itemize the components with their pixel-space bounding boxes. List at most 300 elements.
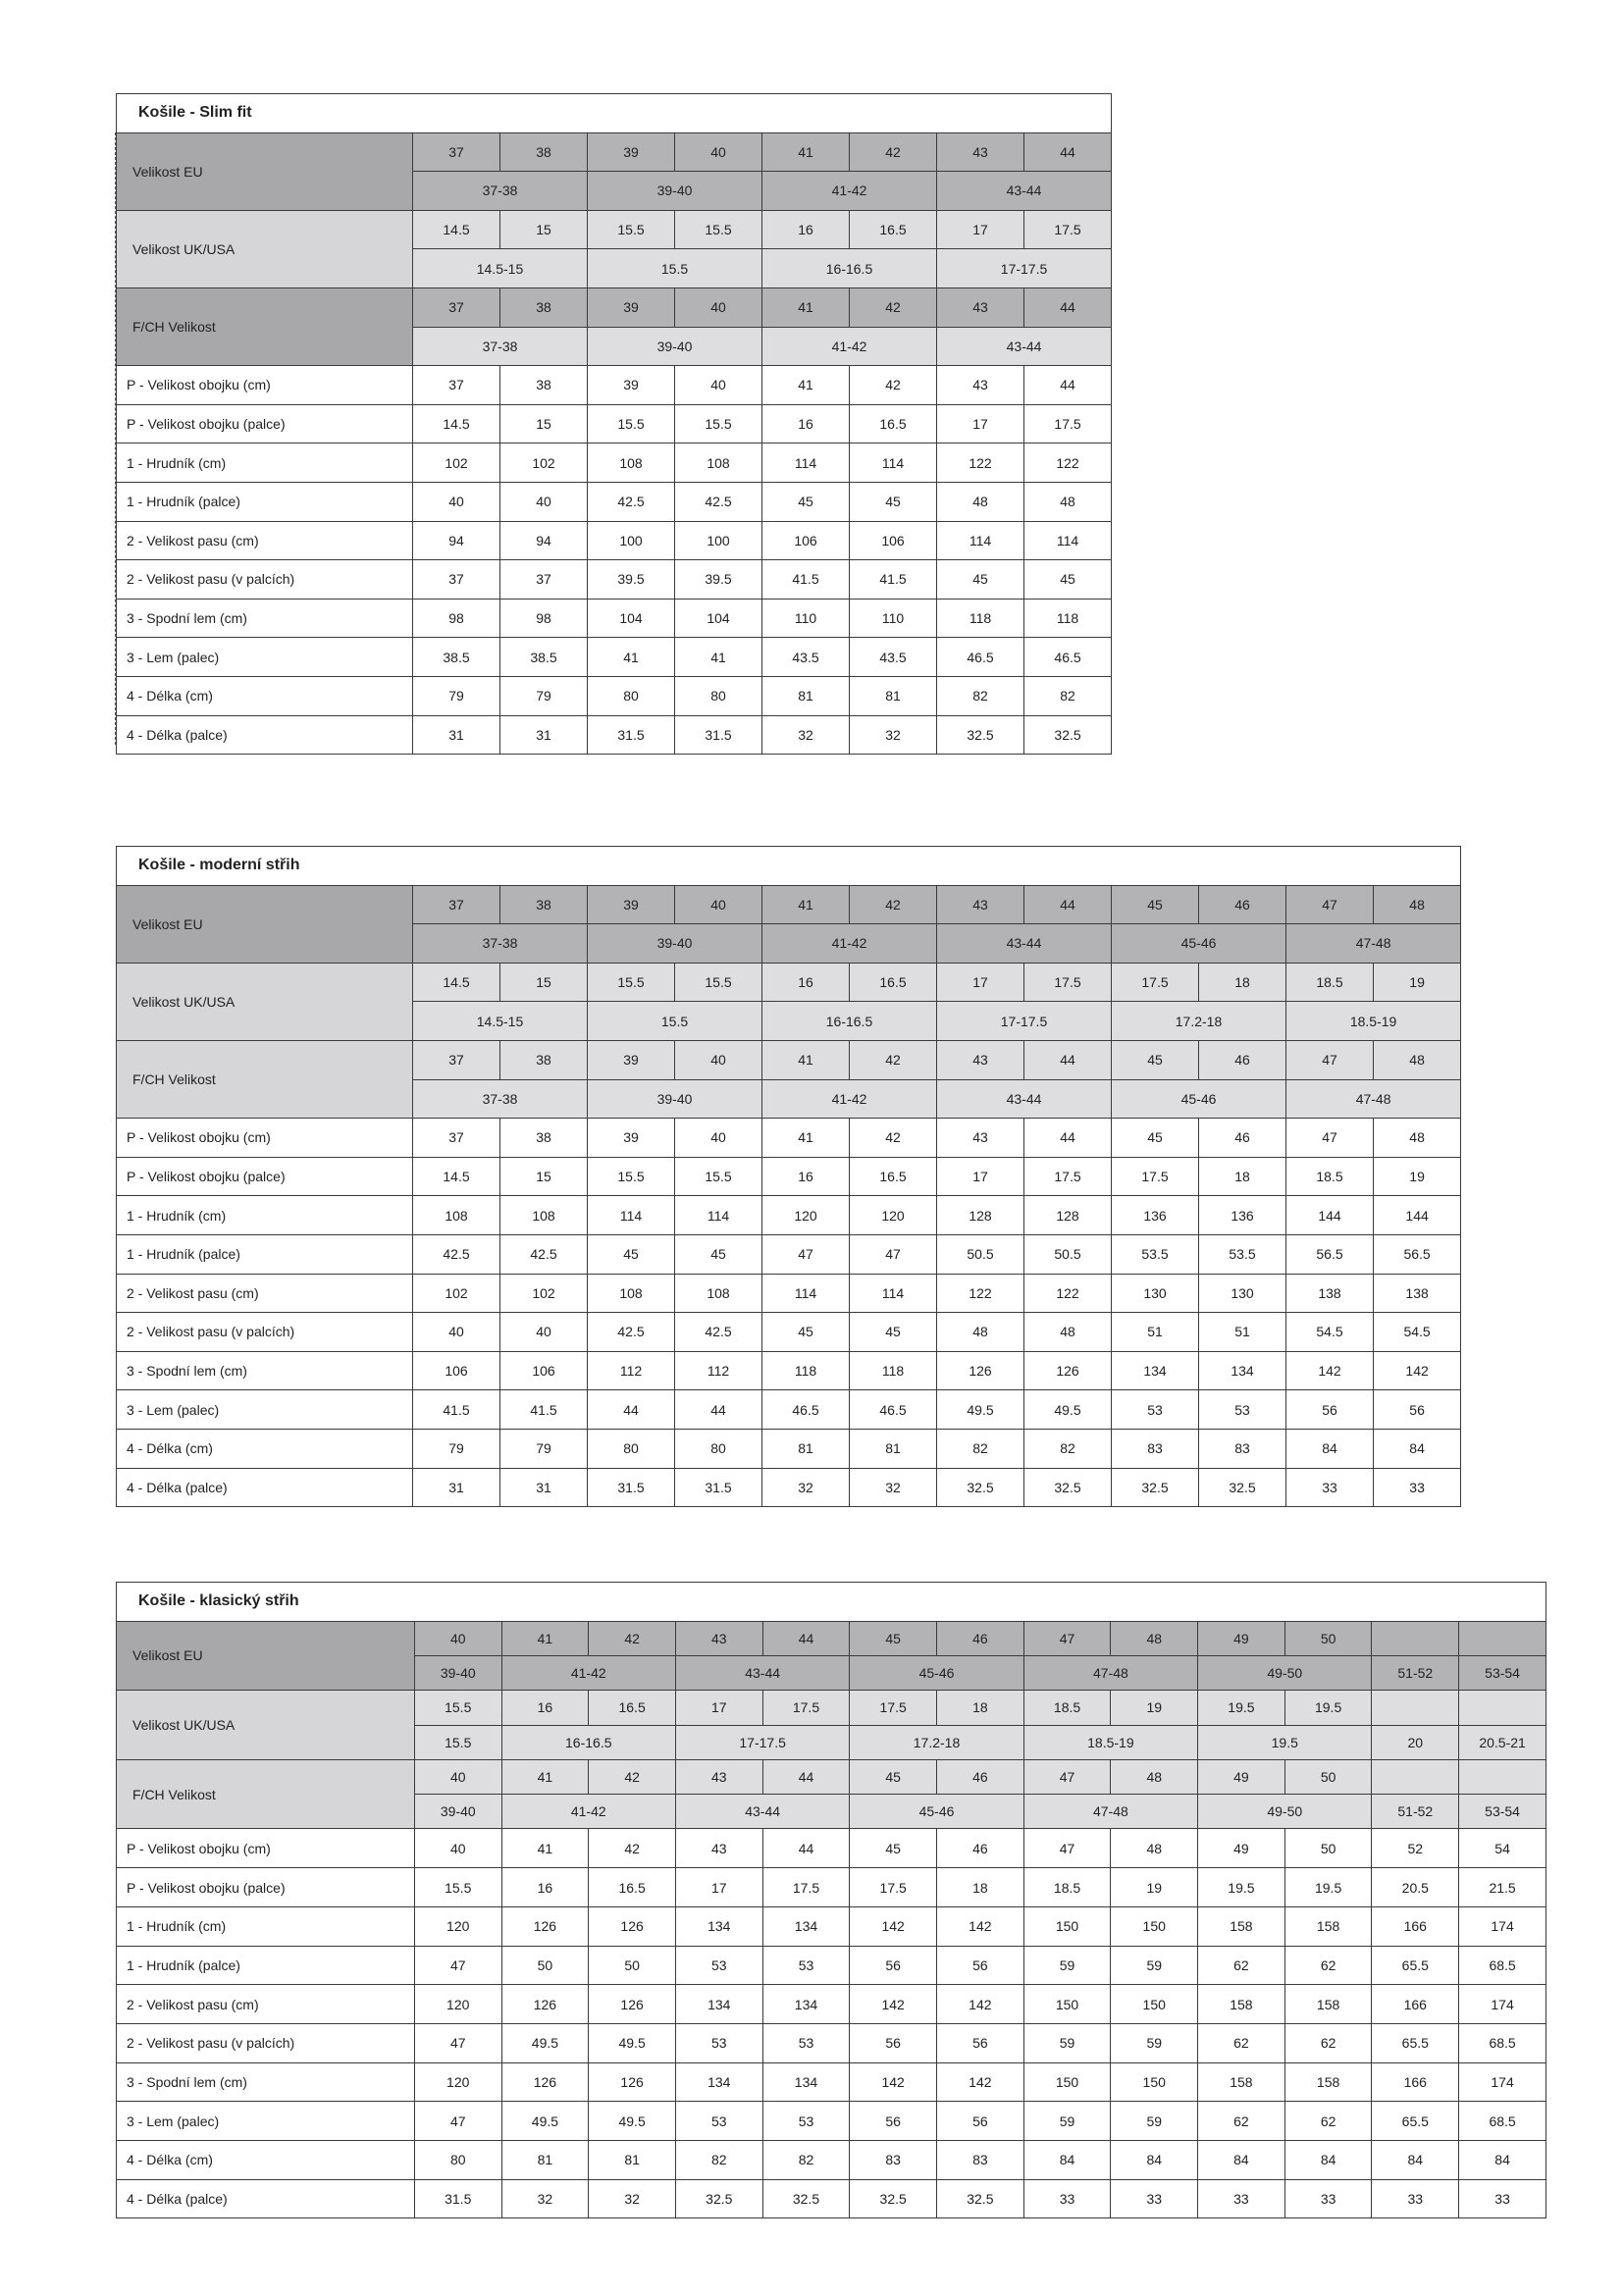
cell: 41 bbox=[762, 885, 850, 924]
cell: 19.5 bbox=[1198, 1691, 1285, 1725]
cell: 46 bbox=[937, 1621, 1024, 1655]
row-label-uk: Velikost UK/USA bbox=[117, 1691, 415, 1760]
cell: 20.5 bbox=[1372, 1868, 1459, 1907]
cell: 17-17.5 bbox=[937, 1002, 1112, 1041]
cell: 45 bbox=[850, 482, 937, 521]
cell: 53 bbox=[675, 2023, 762, 2062]
cell: 32.5 bbox=[762, 2179, 850, 2218]
cell: 128 bbox=[937, 1196, 1024, 1235]
cell: 80 bbox=[414, 2140, 501, 2179]
cell: 104 bbox=[675, 599, 762, 638]
cell: 56 bbox=[937, 2102, 1024, 2141]
cell: 82 bbox=[675, 2140, 762, 2179]
cell: 49 bbox=[1198, 1759, 1285, 1794]
row-label: P - Velikost obojku (cm) bbox=[117, 1119, 413, 1158]
cell: 49.5 bbox=[589, 2023, 676, 2062]
cell: 47 bbox=[1286, 885, 1374, 924]
table-title-row bbox=[117, 94, 1112, 133]
cell: 16 bbox=[762, 404, 850, 443]
cell: 40 bbox=[414, 1621, 501, 1655]
table-row bbox=[117, 1906, 1546, 1946]
cell: 49-50 bbox=[1198, 1795, 1372, 1829]
cell: 39 bbox=[588, 132, 675, 172]
row-label: 3 - Spodní lem (cm) bbox=[117, 599, 413, 638]
cell: 42 bbox=[850, 885, 937, 924]
cell: 150 bbox=[1111, 1985, 1198, 2024]
cell: 45 bbox=[1112, 1040, 1199, 1079]
cell: 43-44 bbox=[937, 924, 1112, 964]
cell: 51-52 bbox=[1372, 1795, 1459, 1829]
cell: 128 bbox=[1024, 1196, 1112, 1235]
cell: 80 bbox=[675, 1429, 762, 1468]
cell: 114 bbox=[850, 1274, 937, 1313]
cell: 84 bbox=[1372, 2140, 1459, 2179]
cell: 100 bbox=[675, 521, 762, 560]
cell: 56 bbox=[850, 1946, 937, 1985]
cell: 166 bbox=[1372, 1985, 1459, 2024]
cell: 14.5 bbox=[413, 1157, 500, 1196]
cell: 39 bbox=[588, 885, 675, 924]
cell: 108 bbox=[413, 1196, 500, 1235]
cell: 126 bbox=[589, 1985, 676, 2024]
cell: 44 bbox=[762, 1829, 850, 1868]
row-label: P - Velikost obojku (palce) bbox=[117, 1157, 413, 1196]
cell: 51 bbox=[1199, 1313, 1286, 1352]
cell: 142 bbox=[937, 2062, 1024, 2102]
cell: 158 bbox=[1284, 1985, 1372, 2024]
cell: 158 bbox=[1284, 1906, 1372, 1946]
cell: 41 bbox=[501, 1829, 589, 1868]
cell: 37 bbox=[413, 366, 500, 405]
cell: 48 bbox=[937, 482, 1024, 521]
cell: 54.5 bbox=[1286, 1313, 1374, 1352]
cell: 16.5 bbox=[589, 1691, 676, 1725]
cell: 56 bbox=[1286, 1390, 1374, 1430]
cell: 142 bbox=[850, 1985, 937, 2024]
cell: 33 bbox=[1198, 2179, 1285, 2218]
cell: 120 bbox=[762, 1196, 850, 1235]
cell: 49.5 bbox=[937, 1390, 1024, 1430]
cell: 17-17.5 bbox=[937, 249, 1112, 288]
cell: 102 bbox=[500, 1274, 588, 1313]
cell: 50 bbox=[1284, 1759, 1372, 1794]
cell: 31.5 bbox=[675, 715, 762, 755]
cell: 82 bbox=[762, 2140, 850, 2179]
cell: 38 bbox=[500, 885, 588, 924]
cell: 17 bbox=[675, 1691, 762, 1725]
cell: 45-46 bbox=[850, 1655, 1023, 1690]
cell: 32 bbox=[501, 2179, 589, 2218]
cell: 39 bbox=[588, 1119, 675, 1158]
cell: 49.5 bbox=[501, 2102, 589, 2141]
cell: 40 bbox=[500, 482, 588, 521]
cell: 84 bbox=[1374, 1429, 1461, 1468]
cell: 53 bbox=[762, 1946, 850, 1985]
cell: 14.5 bbox=[413, 963, 500, 1002]
cell: 17 bbox=[937, 404, 1024, 443]
cell: 16 bbox=[762, 1157, 850, 1196]
cell: 44 bbox=[762, 1621, 850, 1655]
cell: 62 bbox=[1284, 1946, 1372, 1985]
cell: 79 bbox=[413, 1429, 500, 1468]
cell: 53.5 bbox=[1199, 1234, 1286, 1274]
cell: 32 bbox=[762, 1468, 850, 1507]
table-row bbox=[117, 676, 1112, 715]
cell: 62 bbox=[1284, 2023, 1372, 2062]
cell: 59 bbox=[1023, 1946, 1111, 1985]
table-row bbox=[117, 2062, 1546, 2102]
cell: 81 bbox=[501, 2140, 589, 2179]
row-label-fch: F/CH Velikost bbox=[117, 1040, 413, 1118]
cell: 47 bbox=[1286, 1119, 1374, 1158]
cell: 16 bbox=[501, 1691, 589, 1725]
cell: 79 bbox=[500, 676, 588, 715]
cell: 40 bbox=[675, 366, 762, 405]
cell: 16-16.5 bbox=[501, 1725, 675, 1759]
cell: 49 bbox=[1198, 1621, 1285, 1655]
cell: 16.5 bbox=[850, 963, 937, 1002]
cell: 112 bbox=[588, 1351, 675, 1390]
size-table-classic-fit bbox=[116, 1582, 1546, 2218]
cell: 47 bbox=[1023, 1621, 1111, 1655]
table-row bbox=[117, 1313, 1461, 1352]
table-row bbox=[117, 1429, 1461, 1468]
row-label: 4 - Délka (palce) bbox=[117, 2179, 415, 2218]
cell: 37 bbox=[500, 560, 588, 600]
cell: 45 bbox=[1112, 885, 1199, 924]
cell: 50.5 bbox=[937, 1234, 1024, 1274]
cell: 142 bbox=[937, 1985, 1024, 2024]
cell: 43 bbox=[675, 1621, 762, 1655]
cell: 44 bbox=[762, 1759, 850, 1794]
cell: 33 bbox=[1284, 2179, 1372, 2218]
cell: 37 bbox=[413, 287, 500, 327]
cell: 40 bbox=[413, 482, 500, 521]
cell: 42.5 bbox=[675, 1313, 762, 1352]
table-row bbox=[117, 1234, 1461, 1274]
cell: 32.5 bbox=[1112, 1468, 1199, 1507]
cell: 82 bbox=[937, 676, 1024, 715]
cell: 43 bbox=[937, 287, 1024, 327]
cell: 47 bbox=[1023, 1759, 1111, 1794]
cell: 48 bbox=[937, 1313, 1024, 1352]
cell: 42 bbox=[850, 1040, 937, 1079]
cell: 174 bbox=[1459, 1906, 1546, 1946]
cell: 33 bbox=[1023, 2179, 1111, 2218]
cell: 45 bbox=[675, 1234, 762, 1274]
cell: 37-38 bbox=[413, 327, 588, 366]
cell: 47 bbox=[414, 1946, 501, 1985]
cell: 134 bbox=[675, 2062, 762, 2102]
cell: 102 bbox=[413, 1274, 500, 1313]
cell: 41 bbox=[762, 1040, 850, 1079]
uk-sizes-row bbox=[117, 210, 1112, 249]
cell: 32.5 bbox=[675, 2179, 762, 2218]
cell: 17 bbox=[675, 1868, 762, 1907]
cell: 32 bbox=[850, 1468, 937, 1507]
cell: 15.5 bbox=[588, 210, 675, 249]
cell: 39-40 bbox=[414, 1795, 501, 1829]
eu-sizes-row bbox=[117, 132, 1112, 172]
cell: 17.5 bbox=[1112, 1157, 1199, 1196]
row-label-fch: F/CH Velikost bbox=[117, 287, 413, 365]
cell: 84 bbox=[1286, 1429, 1374, 1468]
cell: 45 bbox=[1024, 560, 1112, 600]
cell: 134 bbox=[762, 2062, 850, 2102]
table-row bbox=[117, 715, 1112, 755]
cell: 49.5 bbox=[589, 2102, 676, 2141]
cell: 122 bbox=[937, 443, 1024, 483]
cell: 47-48 bbox=[1286, 924, 1461, 964]
cell: 84 bbox=[1284, 2140, 1372, 2179]
table-row bbox=[117, 599, 1112, 638]
cell: 37-38 bbox=[413, 1079, 588, 1119]
table-row bbox=[117, 2140, 1546, 2179]
cell: 31.5 bbox=[588, 715, 675, 755]
cell: 53 bbox=[675, 2102, 762, 2141]
cell: 15 bbox=[500, 404, 588, 443]
cell: 47 bbox=[762, 1234, 850, 1274]
cell: 50 bbox=[589, 1946, 676, 1985]
cell: 21.5 bbox=[1459, 1868, 1546, 1907]
cell: 48 bbox=[1111, 1759, 1198, 1794]
cell: 45 bbox=[1112, 1119, 1199, 1158]
row-label: 3 - Lem (palec) bbox=[117, 638, 413, 677]
cell: 42 bbox=[589, 1759, 676, 1794]
cell: 114 bbox=[762, 1274, 850, 1313]
cell: 108 bbox=[500, 1196, 588, 1235]
cell: 20.5-21 bbox=[1459, 1725, 1546, 1759]
cell: 19.5 bbox=[1198, 1725, 1372, 1759]
cell: 46.5 bbox=[937, 638, 1024, 677]
cell: 42.5 bbox=[588, 482, 675, 521]
row-label: 2 - Velikost pasu (cm) bbox=[117, 521, 413, 560]
cell: 126 bbox=[501, 2062, 589, 2102]
cell: 42 bbox=[589, 1829, 676, 1868]
cell: 102 bbox=[500, 443, 588, 483]
cell: 174 bbox=[1459, 2062, 1546, 2102]
cell: 43 bbox=[675, 1829, 762, 1868]
cell: 68.5 bbox=[1459, 1946, 1546, 1985]
cell: 15.5 bbox=[675, 963, 762, 1002]
cell: 32.5 bbox=[850, 2179, 937, 2218]
cell: 49.5 bbox=[1024, 1390, 1112, 1430]
cell: 41 bbox=[762, 132, 850, 172]
cell: 15.5 bbox=[588, 249, 762, 288]
cell: 48 bbox=[1374, 1040, 1461, 1079]
cell: 37-38 bbox=[413, 172, 588, 211]
cell: 16-16.5 bbox=[762, 249, 937, 288]
cell: 39.5 bbox=[675, 560, 762, 600]
cell: 18 bbox=[937, 1868, 1024, 1907]
cell: 43-44 bbox=[937, 1079, 1112, 1119]
row-label: 2 - Velikost pasu (cm) bbox=[117, 1985, 415, 2024]
cell: 45-46 bbox=[1112, 924, 1286, 964]
eu-sizes-row bbox=[117, 1621, 1546, 1655]
cell: 59 bbox=[1023, 2023, 1111, 2062]
cell: 50.5 bbox=[1024, 1234, 1112, 1274]
cell: 108 bbox=[588, 443, 675, 483]
cell: 48 bbox=[1111, 1621, 1198, 1655]
cell: 31.5 bbox=[675, 1468, 762, 1507]
cell: 118 bbox=[1024, 599, 1112, 638]
table-row bbox=[117, 482, 1112, 521]
cell: 15 bbox=[500, 1157, 588, 1196]
cell: 42.5 bbox=[588, 1313, 675, 1352]
cell: 19 bbox=[1111, 1868, 1198, 1907]
cell: 37 bbox=[413, 1119, 500, 1158]
table-row bbox=[117, 1946, 1546, 1985]
cell: 41-42 bbox=[501, 1655, 675, 1690]
cell: 18.5 bbox=[1023, 1691, 1111, 1725]
cell: 43 bbox=[937, 1119, 1024, 1158]
cell: 134 bbox=[1112, 1351, 1199, 1390]
cell: 120 bbox=[414, 2062, 501, 2102]
cell: 134 bbox=[762, 1985, 850, 2024]
table-row bbox=[117, 2023, 1546, 2062]
cell: 19 bbox=[1111, 1691, 1198, 1725]
cell: 112 bbox=[675, 1351, 762, 1390]
cell: 84 bbox=[1023, 2140, 1111, 2179]
cell: 158 bbox=[1198, 1906, 1285, 1946]
cell: 134 bbox=[762, 1906, 850, 1946]
table-row bbox=[117, 366, 1112, 405]
cell: 79 bbox=[413, 676, 500, 715]
cell: 53 bbox=[1199, 1390, 1286, 1430]
cell: 31 bbox=[500, 715, 588, 755]
cell: 122 bbox=[1024, 1274, 1112, 1313]
cell: 48 bbox=[1024, 1313, 1112, 1352]
cell: 18 bbox=[1199, 1157, 1286, 1196]
cell: 56 bbox=[850, 2102, 937, 2141]
cell: 56 bbox=[937, 1946, 1024, 1985]
cell: 38 bbox=[500, 132, 588, 172]
table-row bbox=[117, 1274, 1461, 1313]
row-label-uk: Velikost UK/USA bbox=[117, 963, 413, 1040]
cell: 166 bbox=[1372, 1906, 1459, 1946]
cell: 47-48 bbox=[1286, 1079, 1461, 1119]
cell: 41.5 bbox=[500, 1390, 588, 1430]
cell: 42 bbox=[850, 132, 937, 172]
cell: 126 bbox=[1024, 1351, 1112, 1390]
cell: 18 bbox=[1199, 963, 1286, 1002]
cell: 53-54 bbox=[1459, 1655, 1546, 1690]
cell: 122 bbox=[937, 1274, 1024, 1313]
cell: 32.5 bbox=[937, 1468, 1024, 1507]
cell: 14.5 bbox=[413, 404, 500, 443]
table-row bbox=[117, 521, 1112, 560]
cell: 82 bbox=[1024, 1429, 1112, 1468]
fch-sizes-row bbox=[117, 287, 1112, 327]
cell: 46.5 bbox=[850, 1390, 937, 1430]
table-title-row bbox=[117, 847, 1461, 886]
cell: 44 bbox=[1024, 1119, 1112, 1158]
cell: 84 bbox=[1198, 2140, 1285, 2179]
cell: 19 bbox=[1374, 1157, 1461, 1196]
cell: 16-16.5 bbox=[762, 1002, 937, 1041]
cell: 68.5 bbox=[1459, 2023, 1546, 2062]
cell: 33 bbox=[1372, 2179, 1459, 2218]
cell: 42 bbox=[589, 1621, 676, 1655]
cell: 122 bbox=[1024, 443, 1112, 483]
cell: 83 bbox=[850, 2140, 937, 2179]
cell: 62 bbox=[1198, 1946, 1285, 1985]
cell: 134 bbox=[1199, 1351, 1286, 1390]
cell: 16.5 bbox=[850, 404, 937, 443]
cell: 48 bbox=[1024, 482, 1112, 521]
cell: 83 bbox=[1199, 1429, 1286, 1468]
cell: 38 bbox=[500, 366, 588, 405]
cell: 136 bbox=[1112, 1196, 1199, 1235]
cell: 43 bbox=[937, 366, 1024, 405]
cell: 174 bbox=[1459, 1985, 1546, 2024]
cell: 44 bbox=[1024, 287, 1112, 327]
cell: 45 bbox=[850, 1621, 937, 1655]
cell: 126 bbox=[589, 1906, 676, 1946]
cell: 56 bbox=[1374, 1390, 1461, 1430]
cell: 31.5 bbox=[414, 2179, 501, 2218]
cell: 41 bbox=[762, 366, 850, 405]
cell: 41-42 bbox=[762, 172, 937, 211]
cell: 47 bbox=[850, 1234, 937, 1274]
cell: 43-44 bbox=[675, 1795, 849, 1829]
cell: 39-40 bbox=[414, 1655, 501, 1690]
cell: 81 bbox=[589, 2140, 676, 2179]
table-title-row bbox=[117, 1583, 1546, 1622]
cell: 114 bbox=[937, 521, 1024, 560]
cell: 102 bbox=[413, 443, 500, 483]
cell: 17 bbox=[937, 210, 1024, 249]
cell: 39 bbox=[588, 1040, 675, 1079]
cell: 49-50 bbox=[1198, 1655, 1372, 1690]
fch-sizes-row bbox=[117, 1040, 1461, 1079]
cell: 126 bbox=[501, 1985, 589, 2024]
cell: 17 bbox=[937, 963, 1024, 1002]
cell: 65.5 bbox=[1372, 2102, 1459, 2141]
cell: 98 bbox=[413, 599, 500, 638]
cell: 42 bbox=[850, 287, 937, 327]
cell: 41 bbox=[501, 1759, 589, 1794]
cell: 45 bbox=[762, 1313, 850, 1352]
cell: 138 bbox=[1286, 1274, 1374, 1313]
cell: 32.5 bbox=[937, 715, 1024, 755]
cell: 44 bbox=[1024, 885, 1112, 924]
cell: 15.5 bbox=[588, 1002, 762, 1041]
cell: 79 bbox=[500, 1429, 588, 1468]
cell: 18.5-19 bbox=[1023, 1725, 1197, 1759]
cell: 80 bbox=[588, 676, 675, 715]
cell: 108 bbox=[588, 1274, 675, 1313]
cell: 31 bbox=[413, 715, 500, 755]
cell: 114 bbox=[762, 443, 850, 483]
cell: 42.5 bbox=[413, 1234, 500, 1274]
cell: 98 bbox=[500, 599, 588, 638]
cell: 82 bbox=[937, 1429, 1024, 1468]
cell: 41 bbox=[588, 638, 675, 677]
cell: 40 bbox=[500, 1313, 588, 1352]
cell: 41 bbox=[762, 287, 850, 327]
cell: 17.5 bbox=[762, 1868, 850, 1907]
dashed-border bbox=[115, 132, 116, 745]
cell: 46 bbox=[1199, 1040, 1286, 1079]
cell: 41-42 bbox=[762, 924, 937, 964]
cell: 43.5 bbox=[850, 638, 937, 677]
cell: 46 bbox=[1199, 1119, 1286, 1158]
cell: 56.5 bbox=[1374, 1234, 1461, 1274]
cell: 142 bbox=[937, 1906, 1024, 1946]
cell: 45 bbox=[850, 1829, 937, 1868]
cell: 158 bbox=[1284, 2062, 1372, 2102]
